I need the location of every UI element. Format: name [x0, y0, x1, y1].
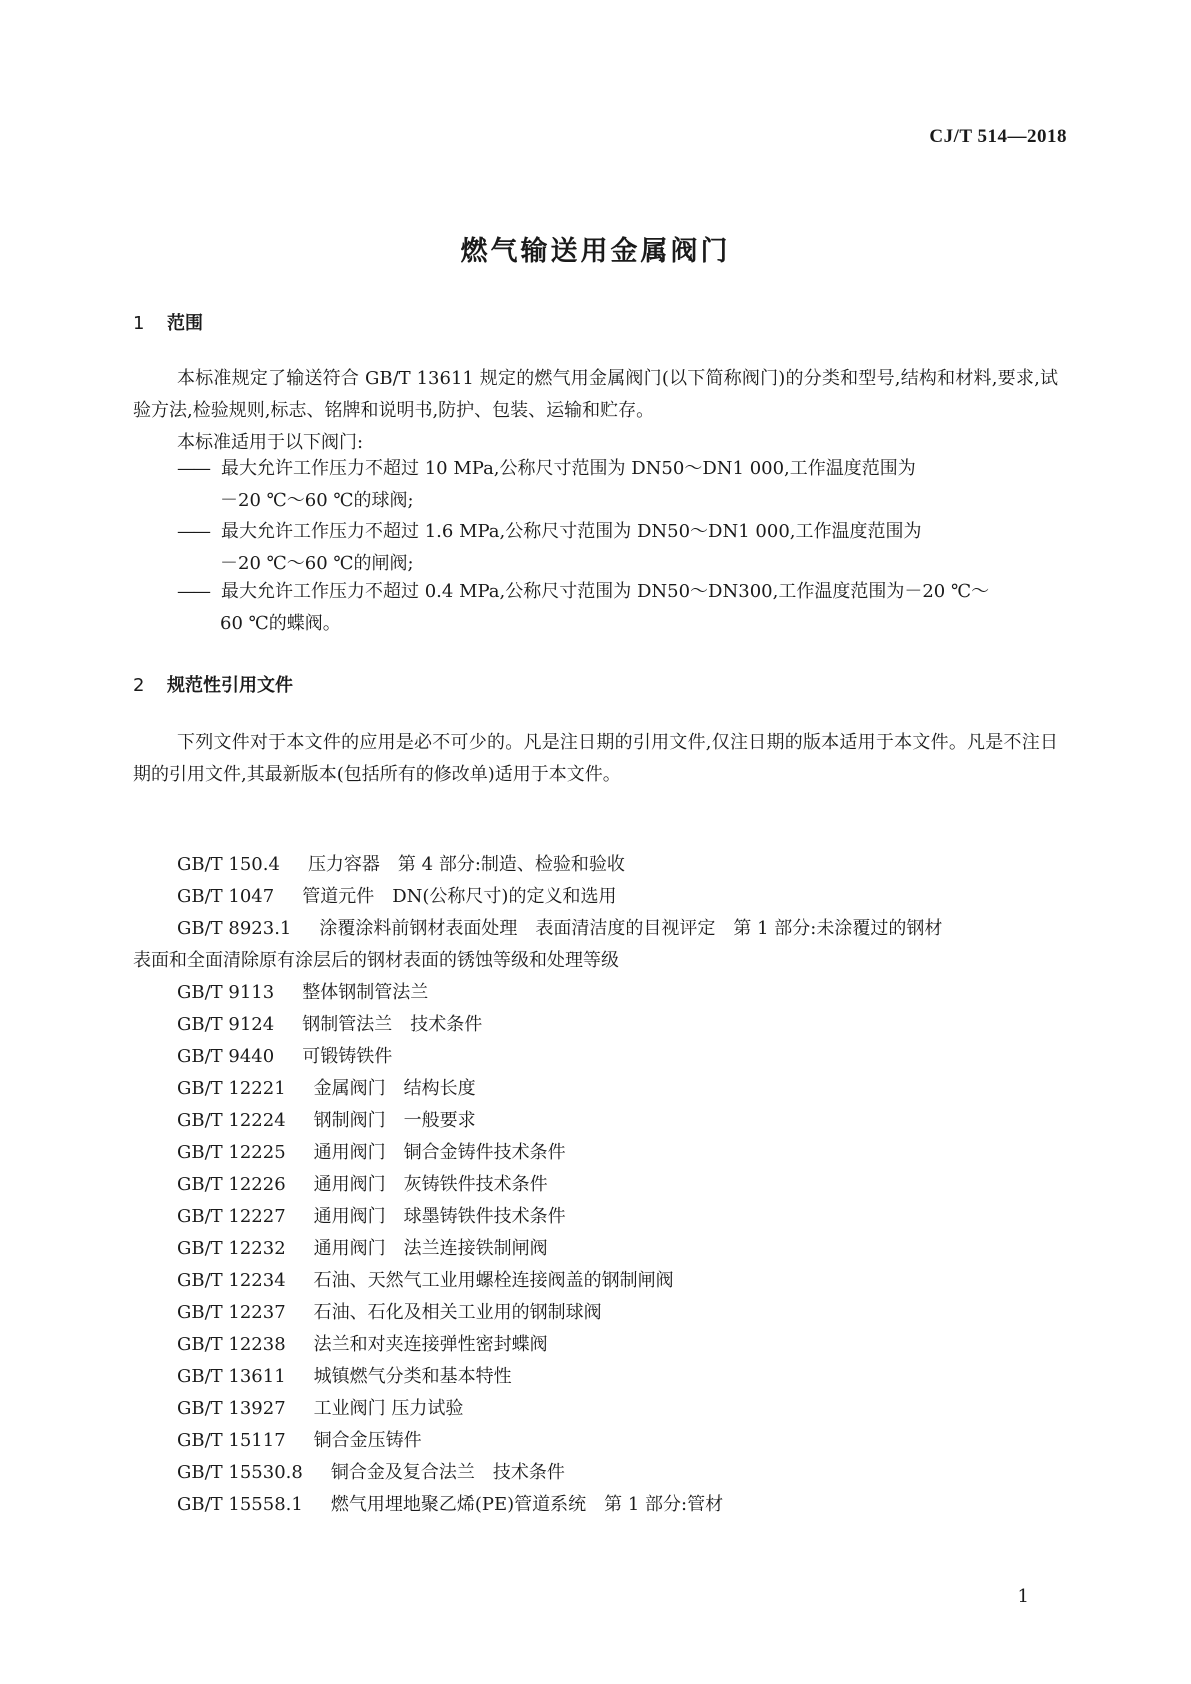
- reference-title: 涂覆涂料前钢材表面处理 表面清洁度的目视评定 第 1 部分:未涂覆过的钢材: [319, 918, 943, 939]
- reference-title: 金属阀门 结构长度: [313, 1078, 476, 1099]
- reference-code: GB/T 15530.8: [177, 1462, 303, 1483]
- scope-paragraph: 本标准规定了输送符合 GB/T 13611 规定的燃气用金属阀门(以下简称阀门)的分类和型号,结构和材料,要求,试验方法,检验规则,标志、铭牌和说明书,防护、包装、运输和贮存。: [133, 368, 1058, 421]
- reference-item: [177, 1297, 1058, 1329]
- section-number: 1: [133, 313, 145, 334]
- reference-title: 铜合金及复合法兰 技术条件: [330, 1462, 565, 1483]
- document-title: 燃气输送用金属阀门: [460, 236, 731, 267]
- reference-item: [177, 977, 1058, 1009]
- normative-references-intro: 下列文件对于本文件的应用是必不可少的。凡是注日期的引用文件,仅注日期的版本适用于本文件。凡是不注日期的引用文件,其最新版本(包括所有的修改单)适用于本文件。: [133, 732, 1058, 785]
- reference-code: GB/T 12225: [177, 1142, 286, 1163]
- section-2-heading: [133, 671, 293, 697]
- reference-code: GB/T 13927: [177, 1398, 286, 1419]
- reference-title-continued: 表面和全面清除原有涂层后的钢材表面的锈蚀等级和处理等级: [133, 950, 619, 971]
- reference-code: GB/T 9113: [177, 982, 275, 1003]
- reference-item: [177, 1393, 1058, 1425]
- scope-item-butterfly-valve: [177, 576, 1058, 640]
- reference-code: GB/T 12232: [177, 1238, 286, 1259]
- reference-item: [177, 1265, 1058, 1297]
- reference-title: 可锻铸铁件: [302, 1046, 393, 1067]
- item-line: 最大允许工作压力不超过 1.6 MPa,公称尺寸范围为 DN50～DN1 000,工作温度范围为: [221, 521, 922, 542]
- section-number: 2: [133, 675, 145, 696]
- reference-title: 钢制管法兰 技术条件: [302, 1014, 483, 1035]
- reference-title: 城镇燃气分类和基本特性: [313, 1366, 512, 1387]
- reference-code: GB/T 9124: [177, 1014, 275, 1035]
- reference-item: [177, 1073, 1058, 1105]
- item-line-continued: －20 ℃～60 ℃的球阀;: [220, 490, 414, 511]
- reference-code: GB/T 15117: [177, 1430, 286, 1451]
- reference-item: [177, 1233, 1058, 1265]
- reference-code: GB/T 150.4: [177, 854, 280, 875]
- reference-code: GB/T 12238: [177, 1334, 286, 1355]
- reference-title: 燃气用埋地聚乙烯(PE)管道系统 第 1 部分:管材: [330, 1494, 724, 1515]
- item-line: 最大允许工作压力不超过 0.4 MPa,公称尺寸范围为 DN50～DN300,工作温度范围为－20 ℃～: [221, 581, 990, 602]
- reference-title: 通用阀门 球墨铸铁件技术条件: [313, 1206, 566, 1227]
- reference-item: [177, 1201, 1058, 1233]
- reference-item: [177, 1169, 1058, 1201]
- reference-title: 铜合金压铸件: [313, 1430, 422, 1451]
- reference-item: [177, 1425, 1058, 1457]
- reference-item: [177, 1041, 1058, 1073]
- item-line: 最大允许工作压力不超过 10 MPa,公称尺寸范围为 DN50～DN1 000,工作温度范围为: [221, 458, 916, 479]
- reference-title: 管道元件 DN(公称尺寸)的定义和选用: [302, 886, 617, 907]
- reference-title: 钢制阀门 一般要求: [313, 1110, 476, 1131]
- reference-code: GB/T 1047: [177, 886, 275, 907]
- reference-code: GB/T 15558.1: [177, 1494, 303, 1515]
- reference-title: 通用阀门 灰铸铁件技术条件: [313, 1174, 548, 1195]
- reference-item: [177, 1105, 1058, 1137]
- reference-title: 通用阀门 法兰连接铁制闸阀: [313, 1238, 548, 1259]
- reference-item: [177, 1137, 1058, 1169]
- reference-code: GB/T 9440: [177, 1046, 275, 1067]
- item-line-continued: 60 ℃的蝶阀。: [220, 613, 341, 634]
- reference-code: GB/T 13611: [177, 1366, 286, 1387]
- scope-item-ball-valve: [177, 453, 1058, 517]
- standard-code: CJ/T 514—2018: [929, 126, 1067, 147]
- reference-code: GB/T 8923.1: [177, 918, 292, 939]
- reference-title: 法兰和对夹连接弹性密封蝶阀: [313, 1334, 548, 1355]
- reference-title: 石油、天然气工业用螺栓连接阀盖的钢制闸阀: [313, 1270, 674, 1291]
- reference-code: GB/T 12227: [177, 1206, 286, 1227]
- reference-item: [177, 881, 1058, 913]
- dash-marker: ——: [177, 521, 209, 542]
- page-number: 1: [1017, 1586, 1029, 1607]
- reference-item: [177, 1361, 1058, 1393]
- reference-code: GB/T 12234: [177, 1270, 286, 1291]
- section-title: 范围: [167, 313, 203, 334]
- reference-item: [177, 1489, 1058, 1521]
- scope-applicability: 本标准适用于以下阀门:: [177, 432, 364, 453]
- reference-code: GB/T 12226: [177, 1174, 286, 1195]
- section-1-heading: [133, 309, 203, 335]
- item-line-continued: －20 ℃～60 ℃的闸阀;: [220, 553, 414, 574]
- reference-code: GB/T 12221: [177, 1078, 286, 1099]
- reference-item: [177, 1009, 1058, 1041]
- reference-item: [177, 1329, 1058, 1361]
- reference-item: [133, 913, 1058, 977]
- reference-code: GB/T 12224: [177, 1110, 286, 1131]
- reference-title: 压力容器 第 4 部分:制造、检验和验收: [307, 854, 625, 875]
- reference-code: GB/T 12237: [177, 1302, 286, 1323]
- scope-item-gate-valve: [177, 516, 1058, 580]
- reference-title: 工业阀门 压力试验: [313, 1398, 464, 1419]
- dash-marker: ——: [177, 458, 209, 479]
- reference-title: 石油、石化及相关工业用的钢制球阀: [313, 1302, 602, 1323]
- reference-item: [177, 1457, 1058, 1489]
- reference-title: 整体钢制管法兰: [302, 982, 429, 1003]
- section-title: 规范性引用文件: [167, 675, 293, 696]
- reference-item: [177, 849, 1058, 881]
- reference-list: [133, 849, 1058, 1521]
- dash-marker: ——: [177, 581, 209, 602]
- reference-title: 通用阀门 铜合金铸件技术条件: [313, 1142, 566, 1163]
